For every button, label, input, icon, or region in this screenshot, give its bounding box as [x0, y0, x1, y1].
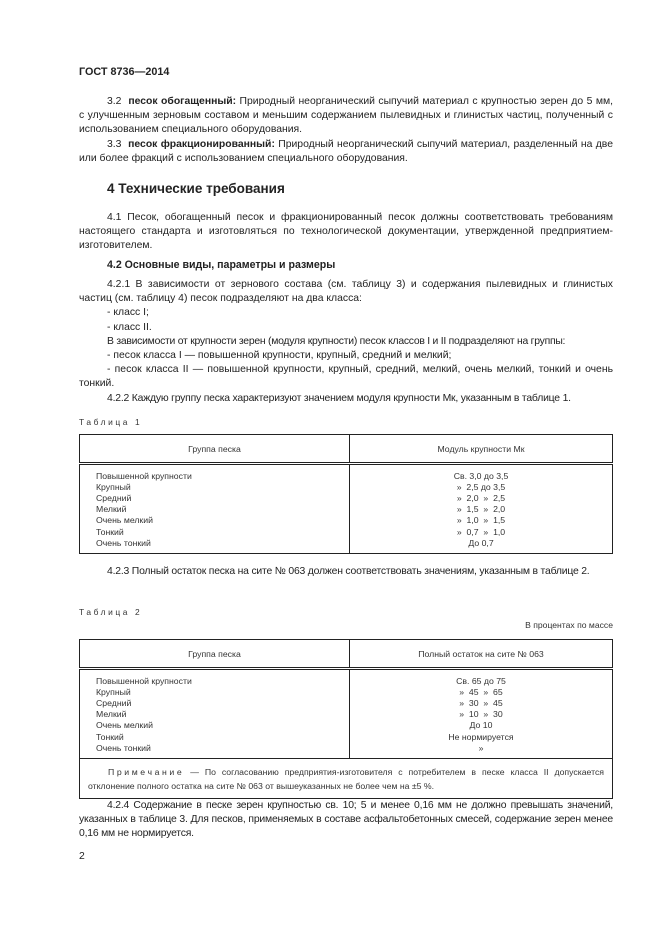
- value-cell: » 2,5 до 3,5: [456, 482, 506, 493]
- table-row: [80, 526, 613, 537]
- table-row: [80, 504, 613, 515]
- value-cell: »: [478, 742, 484, 753]
- table-row: [80, 493, 613, 504]
- table-header: Группа песка: [80, 435, 350, 464]
- table-1-label: Таблица 1: [79, 417, 143, 427]
- paragraph-4-2-4: 4.2.4 Содержание в песке зерен крупностью св. 10; 5 и менее 0,16 мм не должно превышать значений, указанных в таблице 3. Для песков, применяемых в составе асфальтобетонных смесей, содержание зерен менее 0,16 мм не нормируется.: [79, 800, 613, 840]
- value-cell: » 0,7 » 1,0: [456, 526, 506, 537]
- value-cell: » 30 » 45: [459, 698, 503, 709]
- note-text: — По согласованию предприятия-изготовителя с потребителем в песке класса II допускается отклонение полного остатка на сите № 063 от вышеуказанных не более чем на ±5 %.: [88, 766, 604, 791]
- sand-group-cell: Средний: [80, 698, 350, 709]
- paragraph-3-2: [79, 95, 613, 138]
- table-1: [79, 434, 613, 554]
- table-row: [80, 743, 613, 759]
- sand-group-cell: Тонкий: [80, 526, 350, 537]
- paragraph-4-2-2: 4.2.2 Каждую группу песка характеризуют значением модуля крупности Мк, указанным в таблице 1.: [107, 392, 571, 404]
- paragraph-3-3: [79, 138, 613, 166]
- sand-group-cell: Очень мелкий: [80, 515, 350, 526]
- value-cell: » 10 » 30: [459, 709, 503, 720]
- sand-group-cell: Крупный: [80, 482, 350, 493]
- table-row: [80, 687, 613, 698]
- table-header: Группа песка: [80, 640, 350, 669]
- table-row: [80, 731, 613, 742]
- sand-group-cell: Очень тонкий: [80, 538, 350, 554]
- value-cell: Св. 65 до 75: [456, 676, 506, 687]
- clause-number: 3.3: [107, 139, 122, 150]
- paragraph-groups: В зависимости от крупности зерен (модуля крупности) песок классов I и II подразделяют на группы:: [107, 335, 566, 347]
- paragraph-4-2-3: 4.2.3 Полный остаток песка на сите № 063 должен соответствовать значениям, указанным в таблице 2.: [107, 566, 590, 577]
- page-number: 2: [79, 851, 85, 862]
- sand-group-cell: Тонкий: [80, 731, 350, 742]
- sand-group-cell: Очень тонкий: [80, 743, 350, 759]
- table-row: [80, 482, 613, 493]
- table-row: [80, 720, 613, 731]
- value-cell: До 10: [469, 720, 493, 731]
- list-item: - песок класса II — повышенной крупности, крупный, средний, мелкий, очень мелкий, тонкий и очень тонкий.: [79, 364, 613, 390]
- clause-number: 3.2: [107, 96, 122, 107]
- note-label: Примечание: [108, 766, 185, 777]
- sand-group-cell: Средний: [80, 493, 350, 504]
- subsection-heading-4-2: 4.2 Основные виды, параметры и размеры: [107, 259, 336, 271]
- table-row: [80, 698, 613, 709]
- value-cell: Не нормируется: [448, 731, 514, 742]
- paragraph-4-2-1-block: [79, 278, 613, 406]
- table-row: [80, 669, 613, 688]
- sand-group-cell: Мелкий: [80, 709, 350, 720]
- sand-group-cell: Очень мелкий: [80, 720, 350, 731]
- paragraph-4-1: 4.1 Песок, обогащенный песок и фракционированный песок должны соответствовать требованиям настоящего стандарта и изготовляться по технологической документации, утвержденной предприятием-изготовителем.: [79, 212, 613, 252]
- section-heading-4: 4 Технические требования: [107, 181, 285, 196]
- table-header: Полный остаток на сите № 063: [350, 640, 613, 669]
- value-cell: Св. 3,0 до 3,5: [453, 471, 509, 482]
- term: песок обогащенный:: [128, 96, 237, 107]
- definition: Природный неорганический сыпучий материал с крупностью зерен до 5 мм, с улучшенным зерновым составом и меньшим содержанием пылевидных и глинистых частиц, полученный с использованием специального оборудования.: [79, 96, 613, 136]
- value-cell: » 1,0 » 1,5: [456, 515, 506, 526]
- value-cell: » 45 » 65: [459, 687, 503, 698]
- table-2-label: Таблица 2: [79, 607, 143, 617]
- list-item: - песок класса I — повышенной крупности, крупный, средний и мелкий;: [107, 350, 452, 362]
- term: песок фракционированный:: [128, 139, 275, 150]
- sand-group-cell: Повышенной крупности: [80, 464, 350, 483]
- list-item: - класс I;: [107, 307, 149, 319]
- sand-group-cell: Мелкий: [80, 504, 350, 515]
- table-note: [80, 758, 613, 798]
- table-row: [80, 464, 613, 483]
- table-header: Модуль крупности Мк: [350, 435, 613, 464]
- table-row: [80, 709, 613, 720]
- value-cell: » 2,0 » 2,5: [456, 493, 506, 504]
- list-item: - класс II.: [107, 321, 152, 333]
- value-cell: До 0,7: [468, 537, 494, 548]
- table-2-units: В процентах по массе: [525, 620, 613, 630]
- table-row: [80, 538, 613, 554]
- definition: Природный неорганический сыпучий материал, разделенный на две или более фракций с использованием специального оборудования.: [79, 139, 613, 165]
- paragraph-4-2-1: 4.2.1 В зависимости от зернового состава (см. таблицу 3) и содержания пылевидных и глинистых частиц (см. таблицу 4) песок подразделяют на два класса:: [79, 279, 613, 305]
- table-2: [79, 639, 613, 799]
- document-header: ГОСТ 8736—2014: [79, 66, 170, 78]
- sand-group-cell: Повышенной крупности: [80, 669, 350, 688]
- table-row: [80, 515, 613, 526]
- sand-group-cell: Крупный: [80, 687, 350, 698]
- value-cell: » 1,5 » 2,0: [456, 504, 506, 515]
